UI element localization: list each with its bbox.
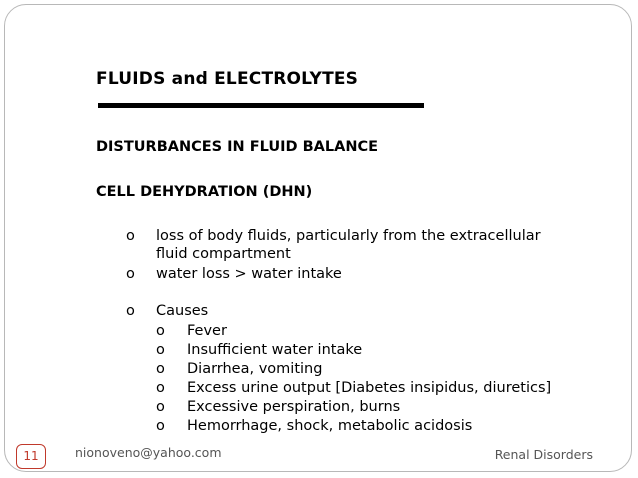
sub-bullet-marker: o [156,418,165,434]
sub-bullet-marker: o [156,323,165,339]
subsection-heading: CELL DEHYDRATION (DHN) [96,184,313,200]
sub-bullet-marker: o [156,399,165,415]
cause-item: Insufficient water intake [187,342,363,358]
slide [4,4,632,472]
bullet-marker: o [126,303,135,319]
bullet-marker: o [126,266,135,282]
cause-item: Excess urine output [Diabetes insipidus, diuretics] [187,380,552,396]
sub-bullet-marker: o [156,342,165,358]
sub-bullet-marker: o [156,380,165,396]
bullet-causes: Causes [156,303,209,319]
cause-item: Fever [187,323,227,339]
section-heading: DISTURBANCES IN FLUID BALANCE [96,139,379,155]
footer-topic: Renal Disorders [494,447,593,462]
bullet-body-fluid-loss-line1: loss of body fluids, particularly from the extracellular [156,228,541,244]
slide-number-badge: 11 [16,444,46,469]
slide-title: FLUIDS and ELECTROLYTES [96,69,359,89]
cause-item: Excessive perspiration, burns [187,399,401,415]
sub-bullet-marker: o [156,361,165,377]
bullet-body-fluid-loss-line2: fluid compartment [156,246,291,262]
cause-item: Hemorrhage, shock, metabolic acidosis [187,418,473,434]
footer-email: nionoveno@yahoo.com [75,445,222,460]
title-underline [98,103,424,108]
cause-item: Diarrhea, vomiting [187,361,323,377]
bullet-marker: o [126,228,135,244]
bullet-water-balance: water loss > water intake [156,266,342,282]
